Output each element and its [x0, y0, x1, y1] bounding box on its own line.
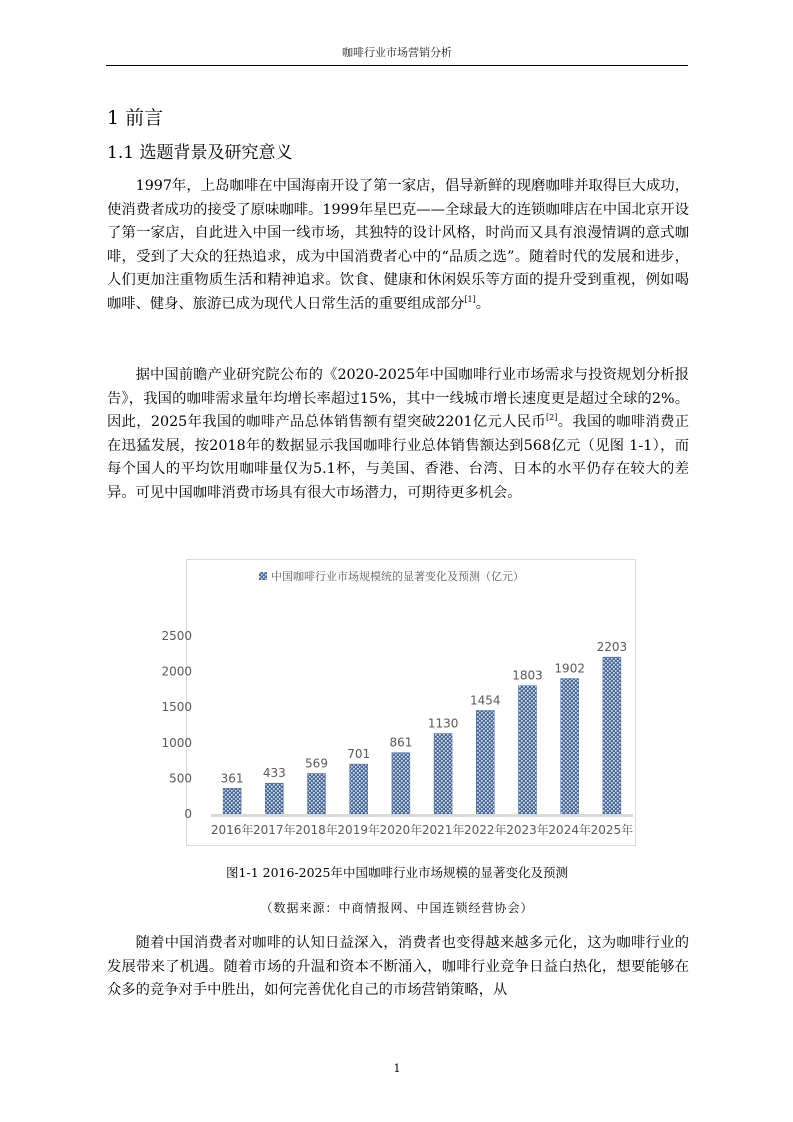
- x-tick-label: 2020年: [379, 823, 423, 837]
- page-number: 1: [393, 1062, 401, 1075]
- section-heading: 1.1 选题背景及研究意义: [107, 143, 293, 163]
- figure-source: （数据来源：中商情报网、中国连锁经营协会）: [260, 901, 534, 915]
- data-label: 1803: [512, 668, 543, 683]
- data-label: 1130: [427, 716, 459, 731]
- paragraph-1: [107, 175, 689, 317]
- bar: [265, 783, 283, 814]
- bar: [476, 710, 494, 814]
- bar: [223, 788, 241, 814]
- bar: [434, 734, 452, 814]
- chart-canvas: [161, 560, 635, 845]
- data-label: 569: [305, 756, 328, 771]
- market-size-chart: [161, 559, 636, 846]
- legend-swatch: [259, 572, 267, 580]
- x-tick-label: 2022年: [464, 823, 507, 837]
- data-label: 701: [347, 747, 371, 762]
- data-label: 433: [262, 766, 286, 781]
- chart-legend: [259, 569, 524, 583]
- bar-series: [221, 640, 628, 814]
- bar: [561, 679, 579, 814]
- y-tick-label: 0: [184, 807, 192, 821]
- data-label: 861: [389, 735, 413, 750]
- bar: [308, 773, 326, 814]
- y-tick-label: 2500: [161, 629, 192, 643]
- data-label: 361: [220, 771, 244, 786]
- x-tick-label: 2024年: [548, 823, 591, 837]
- x-tick-label: 2025年: [590, 823, 634, 837]
- data-label: 1454: [470, 693, 501, 708]
- paragraph-3: [107, 932, 689, 1003]
- header-divider: [106, 65, 688, 66]
- x-tick-label: 2017年: [253, 823, 296, 837]
- paragraph-2-text-a: 据中国前瞻产业研究院公布的《2020-2025年中国咖啡行业市场需求与投资规划分析报告》，我国的咖啡需求量年均增长率超过15%，其中一线城市增长速度更是超过全球的2%。因此，2025年我国的咖啡产品总体销售额有望突破2201亿元人民币: [107, 367, 689, 431]
- y-tick-label: 500: [169, 771, 192, 786]
- chapter-heading: 1 前言: [107, 107, 164, 129]
- citation-2[interactable]: [2]: [546, 413, 558, 423]
- paragraph-1-text: 1997年，上岛咖啡在中国海南开设了第一家店，倡导新鲜的现磨咖啡并取得巨大成功，使消费者成功的接受了原味咖啡。1999年星巴克——全球最大的连锁咖啡店在中国北京开设了第一家店，自此进入中国一线市场，其独特的设计风格，时尚而又具有浪漫情调的意式咖啡，受到了大众的狂热追求，成为中国消费者心中的“品质之选”。随着时代的发展和进步，人们更加注重物质生活和精神追求。饮食、健康和休闲娱乐等方面的提升受到重视，例如喝咖啡、健身、旅游已成为现代人日常生活的重要组成部分: [107, 178, 689, 312]
- figure-caption: 图1-1 2016-2025年中国咖啡行业市场规模的显著变化及预测: [226, 865, 568, 880]
- bar: [392, 753, 410, 814]
- x-axis: [211, 816, 633, 838]
- y-tick-label: 1000: [161, 735, 192, 750]
- paragraph-2-text-b: 。我国的咖啡消费正在迅猛发展，按2018年的数据显示我国咖啡行业总体销售额达到568亿元（见图 1-1），而每个国人的平均饮用咖啡量仅为5.1杯，与美国、香港、台湾、日本的水平仍存在较大的差异。可见中国咖啡消费市场具有很大市场潜力，可期待更多机会。: [107, 414, 689, 501]
- y-axis: [161, 629, 192, 821]
- data-label: 1902: [554, 661, 585, 676]
- bar: [350, 764, 368, 814]
- running-header: 咖啡行业市场营销分析: [342, 46, 452, 59]
- x-tick-label: 2016年: [210, 823, 254, 837]
- citation-1[interactable]: [1]: [464, 295, 476, 305]
- x-tick-label: 2018年: [295, 823, 338, 837]
- legend-label: 中国咖啡行业市场规模统的显著变化及预测（亿元）: [271, 570, 524, 583]
- paragraph-1-end: 。: [475, 295, 491, 312]
- paragraph-2: [107, 364, 689, 506]
- data-label: 2203: [596, 640, 628, 655]
- y-tick-label: 1500: [161, 700, 192, 715]
- x-tick-label: 2019年: [337, 823, 380, 837]
- bar: [519, 686, 537, 814]
- x-tick-label: 2023年: [506, 823, 549, 837]
- bar: [603, 657, 621, 814]
- paragraph-3-text: 随着中国消费者对咖啡的认知日益深入，消费者也变得越来越多元化，这为咖啡行业的发展带来了机遇。随着市场的升温和资本不断涌入，咖啡行业竞争日益白热化，想要能够在众多的竞争对手中胜出，如何完善优化自己的市场营销策略，从: [107, 935, 689, 999]
- y-tick-label: 2000: [161, 664, 192, 679]
- x-tick-label: 2021年: [421, 823, 465, 837]
